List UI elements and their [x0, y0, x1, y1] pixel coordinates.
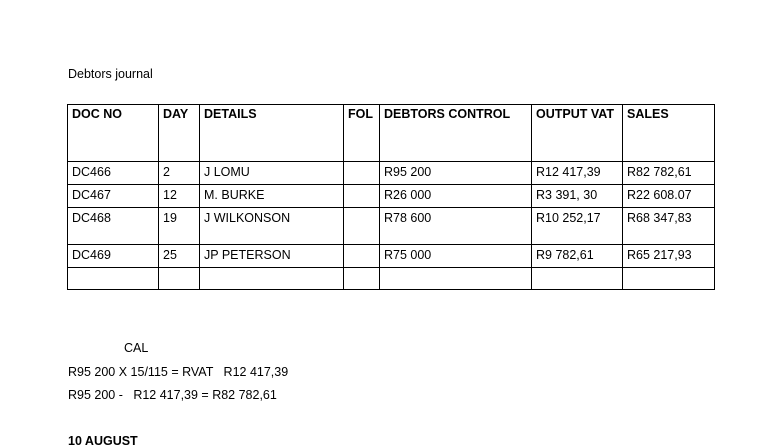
- cell-details: J WILKONSON: [200, 208, 344, 245]
- cell-fol: [344, 208, 380, 245]
- cell-debtors-control: R26 000: [380, 185, 532, 208]
- header-output-vat: OUTPUT VAT: [532, 105, 623, 162]
- cell-day: 2: [159, 162, 200, 185]
- header-fol: FOL: [344, 105, 380, 162]
- calculation-label: CAL: [124, 341, 149, 355]
- date-heading: 10 AUGUST: [68, 434, 138, 448]
- sales-calculation-line: R95 200 - R12 417,39 = R82 782,61: [68, 388, 277, 402]
- header-doc-no: DOC NO: [68, 105, 159, 162]
- cell-details: [200, 268, 344, 290]
- table-header-row: [68, 105, 715, 162]
- table-row: [68, 162, 715, 185]
- cell-doc-no: DC469: [68, 245, 159, 268]
- cell-debtors-control: R78 600: [380, 208, 532, 245]
- header-debtors-control: DEBTORS CONTROL: [380, 105, 532, 162]
- cell-sales: R82 782,61: [623, 162, 715, 185]
- cell-sales: R68 347,83: [623, 208, 715, 245]
- cell-details: M. BURKE: [200, 185, 344, 208]
- table-row-empty: [68, 268, 715, 290]
- cell-doc-no: DC468: [68, 208, 159, 245]
- cell-doc-no: [68, 268, 159, 290]
- cell-output-vat: R3 391, 30: [532, 185, 623, 208]
- cell-sales: R65 217,93: [623, 245, 715, 268]
- header-sales: SALES: [623, 105, 715, 162]
- header-details: DETAILS: [200, 105, 344, 162]
- cell-day: 25: [159, 245, 200, 268]
- table-row: [68, 185, 715, 208]
- cell-output-vat: R10 252,17: [532, 208, 623, 245]
- cell-details: J LOMU: [200, 162, 344, 185]
- cell-day: [159, 268, 200, 290]
- cell-fol: [344, 162, 380, 185]
- cell-output-vat: [532, 268, 623, 290]
- cell-output-vat: R12 417,39: [532, 162, 623, 185]
- cell-debtors-control: R95 200: [380, 162, 532, 185]
- cell-output-vat: R9 782,61: [532, 245, 623, 268]
- cell-doc-no: DC467: [68, 185, 159, 208]
- table-row: [68, 208, 715, 245]
- table-row: [68, 245, 715, 268]
- cell-day: 12: [159, 185, 200, 208]
- vat-calculation-line: R95 200 X 15/115 = RVAT R12 417,39: [68, 365, 289, 379]
- cell-debtors-control: [380, 268, 532, 290]
- journal-title: Debtors journal: [68, 67, 153, 81]
- cell-details: JP PETERSON: [200, 245, 344, 268]
- cell-day: 19: [159, 208, 200, 245]
- cell-fol: [344, 185, 380, 208]
- debtors-journal-table: [67, 104, 715, 290]
- cell-sales: [623, 268, 715, 290]
- cell-fol: [344, 268, 380, 290]
- cell-sales: R22 608.07: [623, 185, 715, 208]
- cell-doc-no: DC466: [68, 162, 159, 185]
- cell-fol: [344, 245, 380, 268]
- header-day: DAY: [159, 105, 200, 162]
- cell-debtors-control: R75 000: [380, 245, 532, 268]
